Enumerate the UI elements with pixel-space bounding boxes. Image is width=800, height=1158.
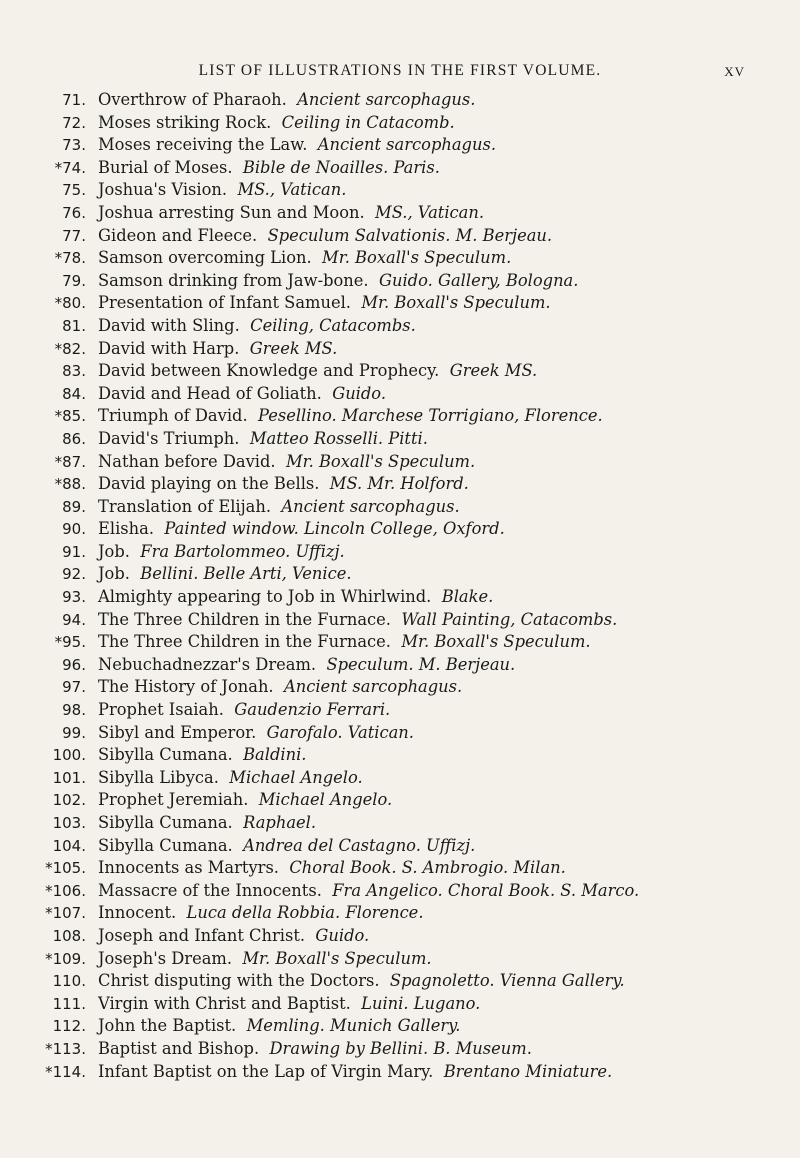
list-item [0, 722, 800, 745]
entry-text [98, 563, 352, 586]
entry-number: *109. [45, 949, 86, 968]
entry-title: David between Knowledge and Prophecy. [98, 361, 440, 381]
entry-source: Fra Bartolommeo. Uffizj. [140, 541, 345, 561]
entry-text [98, 451, 475, 474]
list-item [0, 812, 800, 835]
entry-text [98, 134, 496, 157]
entry-title: Presentation of Infant Samuel. [98, 293, 351, 313]
entry-number: *78. [54, 249, 86, 268]
entry-title: David with Harp. [98, 338, 240, 358]
page-header [0, 62, 800, 86]
entry-source: Pesellino. Marchese Torrigiano, Florence. [257, 406, 603, 426]
list-item [0, 383, 800, 406]
list-item [0, 654, 800, 677]
entry-number: *95. [54, 633, 86, 652]
entry-source: Speculum Salvationis. M. Berjeau. [267, 225, 553, 245]
entry-number: 93. [62, 588, 86, 607]
list-item [0, 338, 800, 361]
entry-text [98, 812, 316, 835]
entry-source: Wall Painting, Catacombs. [401, 609, 618, 629]
entry-number: 79. [62, 271, 86, 290]
entry-source: Ceiling in Catacomb. [281, 112, 455, 132]
entry-title: Burial of Moses. [98, 157, 233, 177]
entry-title: Innocent. [98, 903, 177, 923]
list-item [0, 925, 800, 948]
list-item [0, 179, 800, 202]
entry-source: Michael Angelo. [229, 767, 363, 787]
entry-text [98, 789, 392, 812]
entry-title: Gideon and Fleece. [98, 225, 258, 245]
entry-title: Sibylla Libyca. [98, 767, 219, 787]
entry-text [98, 676, 462, 699]
entry-title: David's Triumph. [98, 428, 240, 448]
entry-number: 104. [52, 836, 86, 855]
list-item [0, 315, 800, 338]
entry-title: Job. [98, 564, 130, 584]
list-item [0, 880, 800, 903]
page-title: LIST OF ILLUSTRATIONS IN THE FIRST VOLUME. [198, 62, 602, 79]
list-item [0, 767, 800, 790]
entry-text [98, 767, 363, 790]
entry-number: *80. [54, 294, 86, 313]
entry-source: Bellini. Belle Arti, Venice. [140, 564, 352, 584]
entry-text [98, 518, 505, 541]
entry-source: Memling. Munich Gallery. [246, 1016, 461, 1036]
entry-number: 77. [62, 226, 86, 245]
entry-text [98, 315, 416, 338]
entry-number: 81. [62, 316, 86, 335]
page-number: XV [724, 64, 745, 79]
list-item [0, 270, 800, 293]
entry-number: 102. [52, 791, 86, 810]
entry-source: MS., Vatican. [375, 202, 485, 222]
entry-text [98, 405, 603, 428]
entry-text [98, 541, 345, 564]
entry-text [98, 112, 455, 135]
entry-number: *114. [45, 1062, 86, 1081]
entry-text [98, 902, 424, 925]
entry-source: Ancient sarcophagus. [283, 677, 463, 697]
list-item [0, 451, 800, 474]
list-item [0, 563, 800, 586]
entry-text [98, 970, 625, 993]
entry-number: 111. [52, 994, 86, 1013]
entry-number: 89. [62, 497, 86, 516]
entry-source: Luca della Robbia. Florence. [186, 903, 424, 923]
entry-title: Job. [98, 541, 130, 561]
list-item [0, 247, 800, 270]
entry-number: 98. [62, 701, 86, 720]
entry-source: Spagnoletto. Vienna Gallery. [389, 971, 625, 991]
entry-text [98, 1061, 612, 1084]
entry-text [98, 925, 369, 948]
entry-source: Blake. [441, 587, 494, 607]
entry-title: Joshua arresting Sun and Moon. [98, 202, 365, 222]
entry-source: Ancient sarcophagus. [297, 90, 476, 109]
entry-title: The History of Jonah. [98, 677, 274, 697]
list-item [0, 428, 800, 451]
entry-text [98, 699, 390, 722]
list-item [0, 496, 800, 519]
entry-number: *74. [54, 158, 86, 177]
entry-text [98, 744, 306, 767]
list-item [0, 89, 800, 112]
entry-title: Nebuchadnezzar's Dream. [98, 654, 317, 674]
entry-number: 97. [62, 678, 86, 697]
list-item [0, 631, 800, 654]
entry-number: 72. [62, 113, 86, 132]
entry-text [98, 1038, 532, 1061]
entry-number: 101. [52, 768, 86, 787]
list-item [0, 744, 800, 767]
entry-source: MS. Mr. Holford. [329, 474, 469, 494]
list-item [0, 993, 800, 1016]
entry-title: Samson drinking from Jaw-bone. [98, 270, 369, 290]
entry-text [98, 857, 566, 880]
entry-title: Triumph of David. [98, 406, 248, 426]
entry-source: Speculum. M. Berjeau. [326, 654, 516, 674]
entry-number: 94. [62, 610, 86, 629]
entry-text [98, 383, 386, 406]
entry-source: Drawing by Bellini. B. Museum. [269, 1038, 532, 1058]
entry-title: Virgin with Christ and Baptist. [98, 993, 351, 1013]
list-item [0, 970, 800, 993]
list-item [0, 134, 800, 157]
entry-title: Samson overcoming Lion. [98, 248, 312, 268]
entry-text [98, 722, 414, 745]
entry-title: John the Baptist. [98, 1016, 237, 1036]
entry-source: Ceiling, Catacombs. [250, 315, 416, 335]
list-item [0, 360, 800, 383]
entry-source: Greek MS. [249, 338, 338, 358]
entry-title: Christ disputing with the Doctors. [98, 971, 380, 991]
entry-title: Joseph's Dream. [98, 948, 233, 968]
entry-source: Guido. Gallery, Bologna. [378, 270, 579, 290]
list-item [0, 609, 800, 632]
entry-text [98, 835, 475, 858]
entry-number: 75. [62, 181, 86, 200]
entry-number: 84. [62, 384, 86, 403]
entry-title: Massacre of the Innocents. [98, 880, 322, 900]
entry-number: 91. [62, 542, 86, 561]
list-item [0, 789, 800, 812]
entry-number: *87. [54, 452, 86, 471]
entry-number: 100. [52, 746, 86, 765]
list-item [0, 112, 800, 135]
entry-title: Sibylla Cumana. [98, 813, 233, 832]
entry-text [98, 654, 515, 677]
entry-title: Moses receiving the Law. [98, 135, 308, 155]
entry-text [98, 993, 480, 1016]
entry-number: 92. [62, 565, 86, 584]
entry-text [98, 428, 428, 451]
entry-source: Mr. Boxall's Speculum. [242, 948, 432, 968]
entry-title: Infant Baptist on the Lap of Virgin Mary. [98, 1061, 434, 1081]
entry-number: *107. [45, 904, 86, 923]
entry-text [98, 631, 591, 654]
entry-title: Sibyl and Emperor. [98, 722, 257, 742]
entry-number: *88. [54, 475, 86, 494]
entry-source: Gaudenzio Ferrari. [234, 700, 391, 720]
entry-number: 108. [52, 926, 86, 945]
entry-text [98, 157, 440, 180]
entry-title: Overthrow of Pharaoh. [98, 90, 287, 109]
list-item [0, 518, 800, 541]
list-item [0, 473, 800, 496]
entry-title: Moses striking Rock. [98, 112, 272, 132]
entry-source: Ancient sarcophagus. [281, 496, 460, 516]
entry-text [98, 179, 346, 202]
entry-title: Prophet Jeremiah. [98, 790, 249, 810]
entry-number: *82. [54, 339, 86, 358]
entry-number: *105. [45, 859, 86, 878]
entry-source: Andrea del Castagno. Uffizj. [243, 835, 476, 855]
entry-source: Guido. [315, 925, 370, 945]
entry-text [98, 473, 469, 496]
entry-title: Sibylla Cumana. [98, 835, 233, 855]
entry-text [98, 360, 537, 383]
entry-title: Baptist and Bishop. [98, 1038, 260, 1058]
entry-title: Joseph and Infant Christ. [98, 925, 306, 945]
entry-source: Garofalo. Vatican. [266, 722, 414, 742]
list-item [0, 857, 800, 880]
entry-number: 112. [52, 1017, 86, 1036]
entry-title: Prophet Isaiah. [98, 700, 224, 720]
entry-title: Joshua's Vision. [98, 180, 228, 200]
entry-source: Raphael. [243, 813, 317, 832]
entry-source: Baldini. [243, 745, 307, 765]
entry-source: Mr. Boxall's Speculum. [401, 632, 591, 652]
entry-title: Almighty appearing to Job in Whirlwind. [98, 587, 432, 607]
entry-number: 96. [62, 655, 86, 674]
entry-text [98, 202, 484, 225]
list-item [0, 902, 800, 925]
entry-number: *85. [54, 407, 86, 426]
entry-number: *113. [45, 1039, 86, 1058]
entry-number: 76. [62, 203, 86, 222]
list-item [0, 405, 800, 428]
illustration-list [0, 89, 800, 1083]
entry-text [98, 609, 617, 632]
entry-number: 71. [62, 91, 86, 109]
entry-source: Brentano Miniature. [443, 1061, 613, 1081]
entry-title: Sibylla Cumana. [98, 745, 233, 765]
list-item [0, 699, 800, 722]
entry-text [98, 948, 432, 971]
entry-title: Nathan before David. [98, 451, 276, 471]
list-item [0, 676, 800, 699]
entry-source: Mr. Boxall's Speculum. [285, 451, 476, 471]
entry-text [98, 496, 460, 519]
entry-source: Mr. Boxall's Speculum. [361, 293, 551, 313]
entry-number: 73. [62, 136, 86, 155]
entry-number: 90. [62, 520, 86, 539]
entry-text [98, 225, 552, 248]
list-item [0, 835, 800, 858]
list-item [0, 586, 800, 609]
entry-text [98, 338, 337, 361]
entry-source: Choral Book. S. Ambrogio. Milan. [289, 858, 566, 878]
entry-title: The Three Children in the Furnace. [98, 609, 391, 629]
entry-source: Matteo Rosselli. Pitti. [249, 428, 428, 448]
entry-source: Guido. [332, 383, 386, 403]
entry-source: Bible de Noailles. Paris. [242, 157, 440, 177]
list-item [0, 948, 800, 971]
entry-number: 99. [62, 723, 86, 742]
entry-title: Innocents as Martyrs. [98, 858, 279, 878]
entry-title: David and Head of Goliath. [98, 383, 322, 403]
entry-number: 110. [52, 972, 86, 991]
entry-source: Fra Angelico. Choral Book. S. Marco. [332, 880, 640, 900]
list-item [0, 1015, 800, 1038]
entry-number: 103. [52, 814, 86, 832]
entry-text [98, 292, 551, 315]
entry-title: Translation of Elijah. [98, 496, 272, 516]
entry-number: 83. [62, 362, 86, 381]
entry-text [98, 586, 493, 609]
entry-title: The Three Children in the Furnace. [98, 632, 391, 652]
entry-source: Ancient sarcophagus. [317, 135, 496, 155]
entry-number: 86. [62, 429, 86, 448]
entry-text [98, 270, 578, 293]
entry-source: Mr. Boxall's Speculum. [322, 248, 512, 268]
list-item [0, 202, 800, 225]
entry-number: *106. [45, 881, 86, 900]
list-item [0, 1038, 800, 1061]
entry-source: MS., Vatican. [237, 180, 347, 200]
entry-title: David playing on the Bells. [98, 474, 320, 494]
entry-source: Greek MS. [449, 361, 538, 381]
entry-source: Luini. Lugano. [361, 993, 481, 1013]
list-item [0, 157, 800, 180]
list-item [0, 225, 800, 248]
entry-text [98, 89, 475, 112]
entry-text [98, 247, 511, 270]
list-item [0, 292, 800, 315]
list-item [0, 541, 800, 564]
entry-source: Painted window. Lincoln College, Oxford. [164, 519, 505, 539]
entry-text [98, 1015, 460, 1038]
list-item [0, 1061, 800, 1084]
entry-text [98, 880, 639, 903]
entry-title: David with Sling. [98, 315, 240, 335]
entry-title: Elisha. [98, 519, 155, 539]
entry-source: Michael Angelo. [258, 790, 393, 810]
